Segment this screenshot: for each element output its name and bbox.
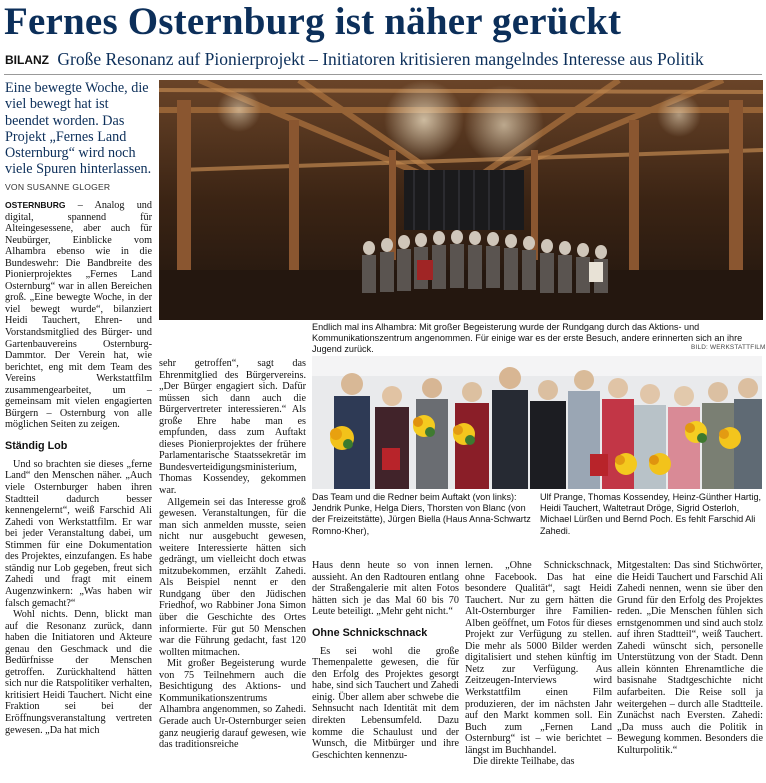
subheading: Ohne Schnickschnack bbox=[312, 626, 428, 639]
paragraph: Haus denn heute so von innen aussieht. An den Radtouren entlang der Straßengalerie mit alten Fotos hätten sich je das Mal 60 bis 70 Leute beteiligt. „Mehr geht nicht.“ bbox=[312, 560, 459, 618]
paragraph: Mitgestalten: Das sind Stichwörter, die Heidi Tauchert und Farschid Ali Zahedi nennen, wenn sie über den Grund für den Erfolg des Projektes reden. „Die Menschen fühlen sich ernstgenommen und sind auch stolz auf ihren Stadtteil“, weiß Tauchert. Zahedi wünscht sich, personelle Unterstützung von der Stadt. Denn allein könnten Ehrenamtliche die basisnahe Stadtgeschichte nicht aufarbeiten. Die Reise soll ja weitergehen – durch alle Stadtteile. Zunächst nach Eversten. Zahedi: „Da muss auch die Politik in Bewegung kommen. Besonders die Kulturpolitik.“ bbox=[617, 560, 763, 756]
byline: VON SUSANNE GLOGER bbox=[5, 182, 111, 192]
dateline: OSTERNBURG bbox=[5, 200, 66, 210]
paragraph: Mit großer Begeisterung wurde von 75 Teilnehmern auch die Besichtigung des Aktions- und Kommunikationszentrums Alhambra angenommen, so Zahedi. Gerade auch Ur-Osternburger seien ganz neugierig darauf gewesen, wie das traditionsreiche bbox=[159, 658, 306, 751]
photo-alhambra-tour bbox=[159, 80, 763, 320]
photo-alhambra-image bbox=[159, 80, 763, 320]
photo-team-group bbox=[312, 356, 762, 489]
subline-text: Große Resonanz auf Pionierprojekt – Initiatoren kritisieren mangelndes Interesse aus Politik bbox=[57, 49, 704, 69]
article-column-4 bbox=[465, 560, 612, 783]
subheading: Ständig Lob bbox=[5, 439, 68, 452]
article-column-2 bbox=[159, 358, 306, 783]
paragraph: Wohl nichts. Denn, blickt man auf die Resonanz zurück, dann haben die Initiatoren und Akteure genau den Geschmack und die Bedürfnisse der Menschen getroffen. Zurückhaltend hätten sich nur die Ratspolitiker verhalten, kritisiert Heidi Tauchert. Nicht eine Fraktion sei bei der Eröffnungsveranstaltung vertreten gewesen. „Da hat mich bbox=[5, 609, 152, 736]
article-column-1 bbox=[5, 200, 152, 783]
photo-caption-left: Das Team und die Redner beim Auftakt (von links): Jendrik Punke, Helga Diers, Thorsten von Blanc (von der Freizeitstätte), Jürgen Biella (Haus Anna-Schwartz Romno-Kher), bbox=[312, 492, 531, 536]
article-column-3 bbox=[312, 560, 459, 783]
paragraph: Es sei wohl die große Themenpalette gewesen, die für den Erfolg des Projektes gesorgt habe, sind sich Tauchert und Zahedi einig. Über allem aber schwebe die Sehnsucht nach Identität mit dem direkten Lebensumfeld. Dazu komme die Schaulust und der Wunsch, die Mitbürger und ihre Geschichten kennenzu- bbox=[312, 645, 459, 761]
header-rule bbox=[4, 74, 762, 75]
paragraph: lernen. „Ohne Schnickschnack, ohne Facebook. Das hat eine besondere Qualität“, sagt Heidi Tauchert. Nur zu gern hätten die Alt-Osternburger ihre Familien-Alben geöffnet, um Fotos für dieses Projekt zur Verfügung zu stellen. Die mehr als 5000 Bilder werden digitalisiert und stehen künftig im Netz zur Verfügung. Aus Zeitzeugen-Interviews wird Werkstattfilm einen Film produzieren, der im nächsten Jahr auf den Markt kommen soll. Ein Buch zum „Fernen Land Osternburg“ ist – wie berichtet – längst im Buchhandel. bbox=[465, 560, 612, 756]
kicker: BILANZ bbox=[5, 53, 49, 67]
photo-caption-right: Ulf Prange, Thomas Kossendey, Heinz-Günther Hartig, Heidi Tauchert, Waltetraut Dröge, Sigrid Osterloh, Michael Lürßen und Bernd Poch. Es fehlt Farschid Ali Zahedi. bbox=[540, 492, 762, 536]
paragraph: Die direkte Teilhabe, das bbox=[473, 756, 575, 768]
photo-credit: BILD: WERKSTATTFILM bbox=[691, 344, 766, 351]
paragraph: Allgemein sei das Interesse groß gewesen. Veranstaltungen, für die man sich anmelden musste, seien nicht nur ausgebucht gewesen, weitere Interessierte hätten sich gedrängt, um vielleicht doch etwas mitzubekommen, erzählt Zahedi. Als Beispiel nennt er den Rundgang über den Jüdischen Friedhof, wo Rabbiner Jona Simon über die Geschichte des Ortes informierte. Für gut 50 Menschen war die Führung gedacht, fast 120 wollten mitmachen. bbox=[159, 496, 306, 658]
lead-paragraph: Eine bewegte Woche, die viel bewegt hat ist beendet worden. Das Projekt „Fernes Land Osternburg“ wird noch viele Spuren hinterlassen. bbox=[5, 80, 152, 178]
paragraph: Und so brachten sie dieses „ferne Land“ den Menschen näher. „Auch viele Osternburger haben ihren Stadtteil dadurch besser kennengelernt“, weiß Farschid Ali Zahedi von Werkstattfilm. Er war bei jeder Veranstaltung dabei, um Stimmen für eine Dokumentation des Projektes, einzufangen. Es habe ständig nur Lob gegeben, freut sich Zahedi und fragt mit einem Augenzwinkern: „Was haben wir falsch gemacht?“ bbox=[5, 458, 152, 609]
photo-team-image bbox=[312, 356, 762, 489]
headline: Fernes Osternburg ist näher gerückt bbox=[4, 0, 622, 43]
subline bbox=[5, 48, 765, 70]
paragraph: OSTERNBURG – Analog und digital, spannend für Alteingesessene, aber auch für Neubürger, Einblicke vom Alhambra ebenso wie in die Bundeswehr: Die Bandbreite des Pionierprojektes „Fernes Land Osternburg“ war in allen Bereichen groß. „Eine bewegte Woche, in der viel bewegt wurde“, bilanziert Heidi Tauchert, Ehren- und Vorstandsmitglied des Bürger- und Gartenbauvereins Osternburg-Dammtor. Der Verein hat, wie berichtet, eng mit dem Team des Vereins Werkstattfilm zusammengearbeitet, um – gemeinsam mit vielen engagierten Bürgern – Osternburg von alle möglichen Seiten zu zeigen. bbox=[5, 200, 152, 431]
paragraph: sehr getroffen“, sagt das Ehrenmitglied des Bürgervereins. „Der Bürger engagiert sich. Dafür müssen sich dann auch die Bürgervertreter interessieren.“ Als große Ehre habe man es empfunden, dass zum Auftakt dieses Pionierprojektes der frühere Parlamentarische Staatssekretär im Bundesverteidigungsministerium, Thomas Kossendey, gekommen war. bbox=[159, 358, 306, 497]
photo-caption: Endlich mal ins Alhambra: Mit großer Begeisterung wurde der Rundgang durch das Aktions- und Kommunikationszentrum angenommen. Für einige war es der erste Besuch, andere erinnerten sich an ihre Jugend zurück. bbox=[312, 322, 743, 355]
article-column-5 bbox=[617, 560, 763, 783]
